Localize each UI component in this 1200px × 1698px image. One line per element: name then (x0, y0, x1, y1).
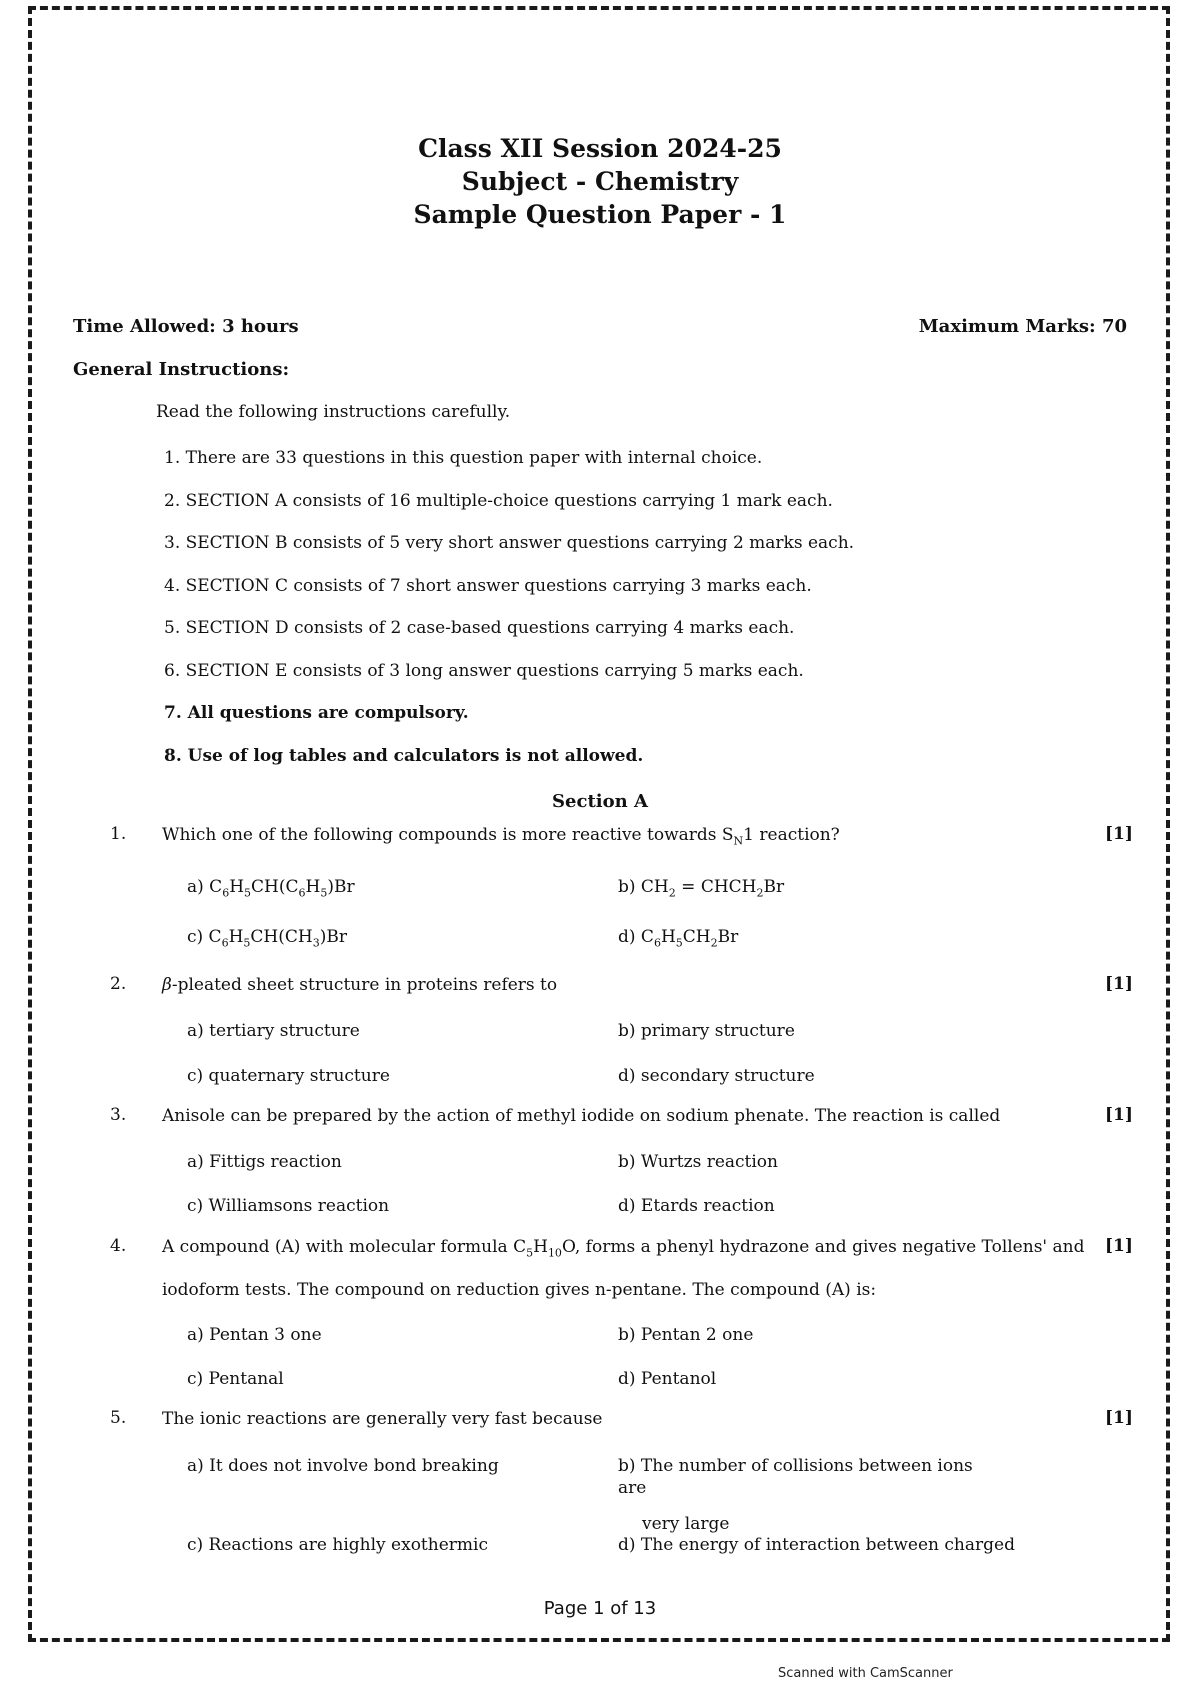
option-b: b) Pentan 2 one (618, 1325, 754, 1345)
option-b: b) $CH_2$ = $CHCH_2Br$ (618, 877, 785, 900)
maximum-marks: Maximum Marks: 70 (918, 316, 1127, 337)
paper-header (0, 132, 1200, 231)
option-c: c) Pentanal (187, 1369, 284, 1389)
instruction-item: 7. All questions are compulsory. (164, 703, 469, 723)
instruction-item: 6. SECTION E consists of 3 long answer questions carrying 5 marks each. (164, 660, 804, 681)
instruction-item: 5. SECTION D consists of 2 case-based questions carrying 4 marks each. (164, 618, 795, 638)
class-session-title: Class XII Session 2024-25 (418, 134, 782, 163)
page-number: Page 1 of 13 (543, 1598, 657, 1619)
instruction-item: 3. SECTION B consists of 5 very short answer questions carrying 2 marks each. (164, 533, 855, 553)
question-number: 1. (110, 824, 127, 844)
option-d: d) secondary structure (618, 1066, 815, 1086)
option-b: b) Wurtzs reaction (618, 1152, 778, 1172)
option-a: a) It does not involve bond breaking (187, 1456, 499, 1476)
option-a: a) Pentan 3 one (187, 1325, 322, 1345)
question-text: β-pleated sheet structure in proteins refers to (162, 975, 558, 995)
option-a: a) tertiary structure (187, 1021, 360, 1041)
question-text: Which one of the following compounds is more reactive towards $S_N1$ reaction? (162, 825, 840, 848)
question-mark: [1] (1105, 974, 1133, 994)
question-mark: [1] (1105, 1408, 1133, 1428)
option-c: c) Williamsons reaction (187, 1196, 390, 1216)
question-number: 4. (110, 1236, 127, 1256)
scanner-watermark: Scanned with CamScanner (778, 1666, 953, 1681)
time-allowed: Time Allowed: 3 hours (73, 316, 299, 337)
question-number: 2. (110, 974, 127, 994)
question-text: The ionic reactions are generally very fast because (162, 1409, 603, 1429)
option-b-continued: very large (642, 1514, 730, 1534)
option-c: c) Reactions are highly exothermic (187, 1535, 488, 1555)
question-number: 3. (110, 1105, 127, 1125)
question-number: 5. (110, 1408, 127, 1428)
question-text: A compound (A) with molecular formula $C_5H_{10}O$, forms a phenyl hydrazone and gives negative Tollens' and (162, 1237, 1085, 1260)
question-mark: [1] (1105, 1236, 1133, 1256)
instructions-intro: Read the following instructions carefully. (156, 402, 511, 422)
option-b: b) primary structure (618, 1021, 795, 1041)
question-text-continued: iodoform tests. The compound on reduction gives n-pentane. The compound (A) is: (162, 1280, 877, 1300)
instruction-item: 1. There are 33 questions in this question paper with internal choice. (164, 448, 763, 468)
general-instructions-title: General Instructions: (73, 359, 290, 380)
paper-title: Sample Question Paper - 1 (413, 200, 787, 229)
instruction-item: 8. Use of log tables and calculators is not allowed. (164, 745, 644, 766)
question-text: Anisole can be prepared by the action of methyl iodide on sodium phenate. The reaction is called (162, 1106, 1001, 1126)
option-a: a) Fittigs reaction (187, 1152, 342, 1172)
option-d: d) Pentanol (618, 1369, 717, 1389)
instruction-item: 2. SECTION A consists of 16 multiple-choice questions carrying 1 mark each. (164, 490, 833, 511)
question-mark: [1] (1105, 1105, 1133, 1125)
exam-meta (73, 316, 1127, 337)
section-a-title: Section A (552, 791, 648, 812)
option-d: d) Etards reaction (618, 1196, 775, 1216)
question-mark: [1] (1105, 824, 1133, 844)
option-c: c) quaternary structure (187, 1066, 390, 1086)
option-c: c) $C_6H_5CH(CH_3)Br$ (187, 927, 347, 950)
option-d: d) The energy of interaction between charged (618, 1535, 1015, 1555)
instructions-list (164, 448, 854, 788)
subject-title: Subject - Chemistry (461, 167, 739, 196)
option-a: a) $C_6H_5CH(C_6H_5)Br$ (187, 877, 355, 900)
option-b: b) The number of collisions between ions are very large (618, 1455, 998, 1535)
instruction-item: 4. SECTION C consists of 7 short answer questions carrying 3 marks each. (164, 575, 812, 596)
option-d: d) $C_6H_5CH_2Br$ (618, 927, 739, 950)
